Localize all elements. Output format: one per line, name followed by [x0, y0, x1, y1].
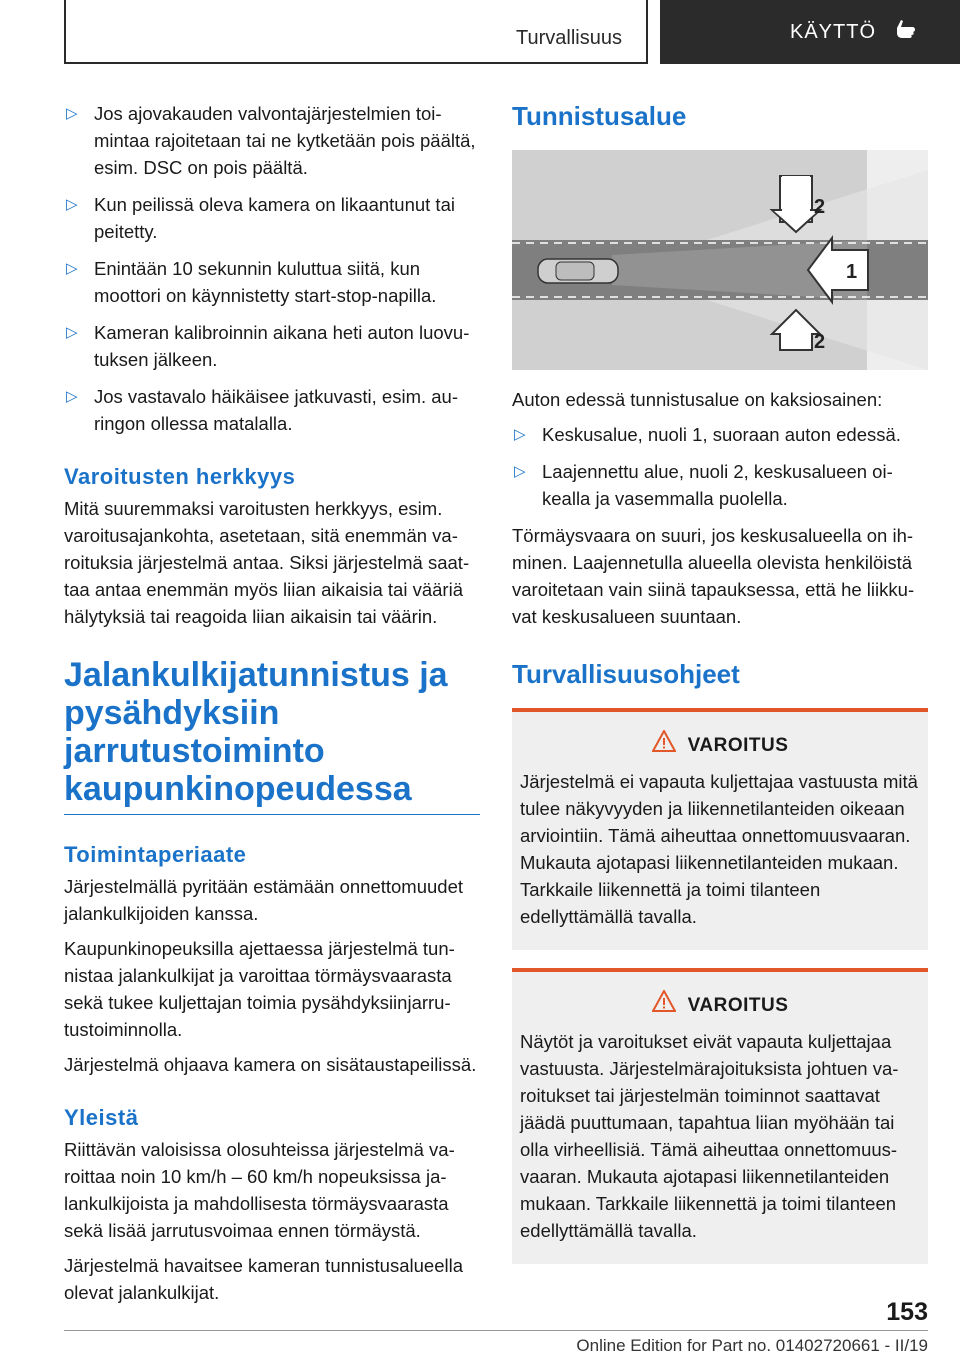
warning-text: Näytöt ja varoitukset eivät vapauta kuljettajaa vastuusta. Järjestelmärajoituksista johtuen varoitukset tai järjestelmän toiminnot saattavat jäädä puuttumaan, tapahtua liian myöhään tai olla virheellisiä. Tämä aiheuttaa onnettomuusvaaran. Mukauta ajotapasi liikennetilanteiden mukaan. Tarkkaile liikennettä ja toimi tilanteen edellyttämällä tavalla. — [520, 1031, 899, 1241]
footer-edition: Online Edition for Part no. 01402720661 - II/19 — [576, 1336, 928, 1355]
detection-intro: Auton edessä tunnistusalue on kaksiosainen: — [512, 389, 883, 410]
list-item: ▷ Enintään 10 sekunnin kuluttua siitä, kun moottori on käynnistetty start-stop-napilla. — [64, 255, 480, 309]
principle-paragraph: Kaupunkinopeuksilla ajettaessa järjestelmä tunnistaa jalankulkijat ja varoittaa törmäysvaarasta sekä tukee kuljettajan toimia pysähdyksiinjarrutustoiminnolla. — [64, 938, 455, 1040]
bullet-triangle-icon: ▷ — [66, 388, 78, 405]
detection-diagram — [512, 150, 928, 370]
detection-list — [512, 421, 928, 512]
warning-triangle-icon — [652, 730, 676, 760]
bullet-triangle-icon: ▷ — [66, 105, 78, 122]
warning-triangle-icon — [652, 990, 676, 1020]
warning-title: VAROITUS — [520, 990, 920, 1020]
header-section-box — [64, 0, 648, 64]
general-heading: Yleistä — [64, 1105, 139, 1130]
bullet-triangle-icon: ▷ — [66, 196, 78, 213]
detection-heading: Tunnistusalue — [512, 101, 687, 131]
general-paragraph: Järjestelmä havaitsee kameran tunnistusalueella olevat jalankulkijat. — [64, 1255, 463, 1303]
principle-paragraph: Järjestelmällä pyritään estämään onnettomuudet jalankulkijoiden kanssa. — [64, 876, 464, 924]
principle-paragraph: Järjestelmä ohjaava kamera on sisätaustapeilissä. — [64, 1054, 477, 1075]
arrow-bottom-label: 2 — [814, 331, 826, 353]
general-paragraph: Riittävän valoisissa olosuhteissa järjestelmä varoittaa noin 10 km/h – 60 km/h nopeuksissa jalankulkijoista ja mahdollisesta törmäysvaarasta sekä lisää jarrutusvoimaa ennen törmäystä. — [64, 1139, 455, 1241]
arrow-middle-label: 1 — [846, 261, 858, 283]
warning-text: Järjestelmä ei vapauta kuljettajaa vastuusta mitä tulee näkyvyyden ja liikennetilanteiden oikeaan arviointiin. Tämä aiheuttaa onnettomuusvaaran. Mukauta ajotapasi liikennetilanteiden mukaan. Tarkkaile liikennettä ja toimi tilanteen edellyttämällä tavalla. — [520, 771, 918, 927]
detection-area-figure — [512, 150, 928, 370]
left-column — [64, 100, 480, 1314]
conditions-list — [64, 100, 480, 437]
main-heading: Jalankulkijatunnistus ja pysähdyksiin jarrutustoiminto kaupunkinopeudessa — [64, 656, 480, 815]
header-chapter-title: KÄYTTÖ — [789, 20, 876, 43]
bullet-triangle-icon: ▷ — [66, 260, 78, 277]
list-item: ▷ Kameran kalibroinnin aikana heti auton luovutuksen jälkeen. — [64, 319, 480, 373]
arrow-top-label: 2 — [814, 196, 826, 218]
list-item: ▷ Jos ajovakauden valvontajärjestelmien toimintaa rajoitetaan tai ne kytketään pois päältä, esim. DSC on pois päältä. — [64, 100, 480, 181]
safety-heading: Turvallisuusohjeet — [512, 659, 740, 689]
sensitivity-heading: Varoitusten herkkyys — [64, 464, 296, 489]
right-column — [512, 100, 928, 1282]
footer-divider — [64, 1330, 928, 1331]
detection-paragraph: Törmäysvaara on suuri, jos keskusalueella on ihminen. Laajennetulla alueella olevista henkilöistä varoitetaan vain siinä tapauksessa, että he liikkuvat keskusalueen suuntaan. — [512, 525, 915, 627]
list-item: ▷ Kun peilissä oleva kamera on likaantunut tai peitetty. — [64, 191, 480, 245]
car-icon — [538, 259, 618, 283]
header-section-title: Turvallisuus — [516, 27, 622, 49]
warning-box — [512, 968, 928, 1264]
list-item: ▷ Laajennettu alue, nuoli 2, keskusalueen oikealla ja vasemmalla puolella. — [512, 458, 928, 512]
sensitivity-text: Mitä suuremmaksi varoitusten herkkyys, esim. varoitusajankohta, asetetaan, sitä enemmän varoituksia järjestelmä antaa. Siksi järjestelmä saattaa antaa enemmän myös liian aikaisia tai vääriä hälytyksiä tai reagoida liian aikaisin tai väärin. — [64, 498, 470, 627]
bullet-triangle-icon: ▷ — [66, 324, 78, 341]
bullet-triangle-icon: ▷ — [514, 426, 526, 443]
header-chapter-tab — [660, 0, 960, 64]
bullet-triangle-icon: ▷ — [514, 463, 526, 480]
principle-heading: Toimintaperiaate — [64, 842, 247, 867]
page-number: 153 — [886, 1298, 928, 1326]
list-item: ▷ Jos vastavalo häikäisee jatkuvasti, esim. auringon ollessa matalalla. — [64, 383, 480, 437]
warning-box — [512, 708, 928, 950]
list-item: ▷ Keskusalue, nuoli 1, suoraan auton edessä. — [512, 421, 928, 448]
pointing-hand-icon — [892, 16, 918, 48]
warning-title: VAROITUS — [520, 730, 920, 760]
